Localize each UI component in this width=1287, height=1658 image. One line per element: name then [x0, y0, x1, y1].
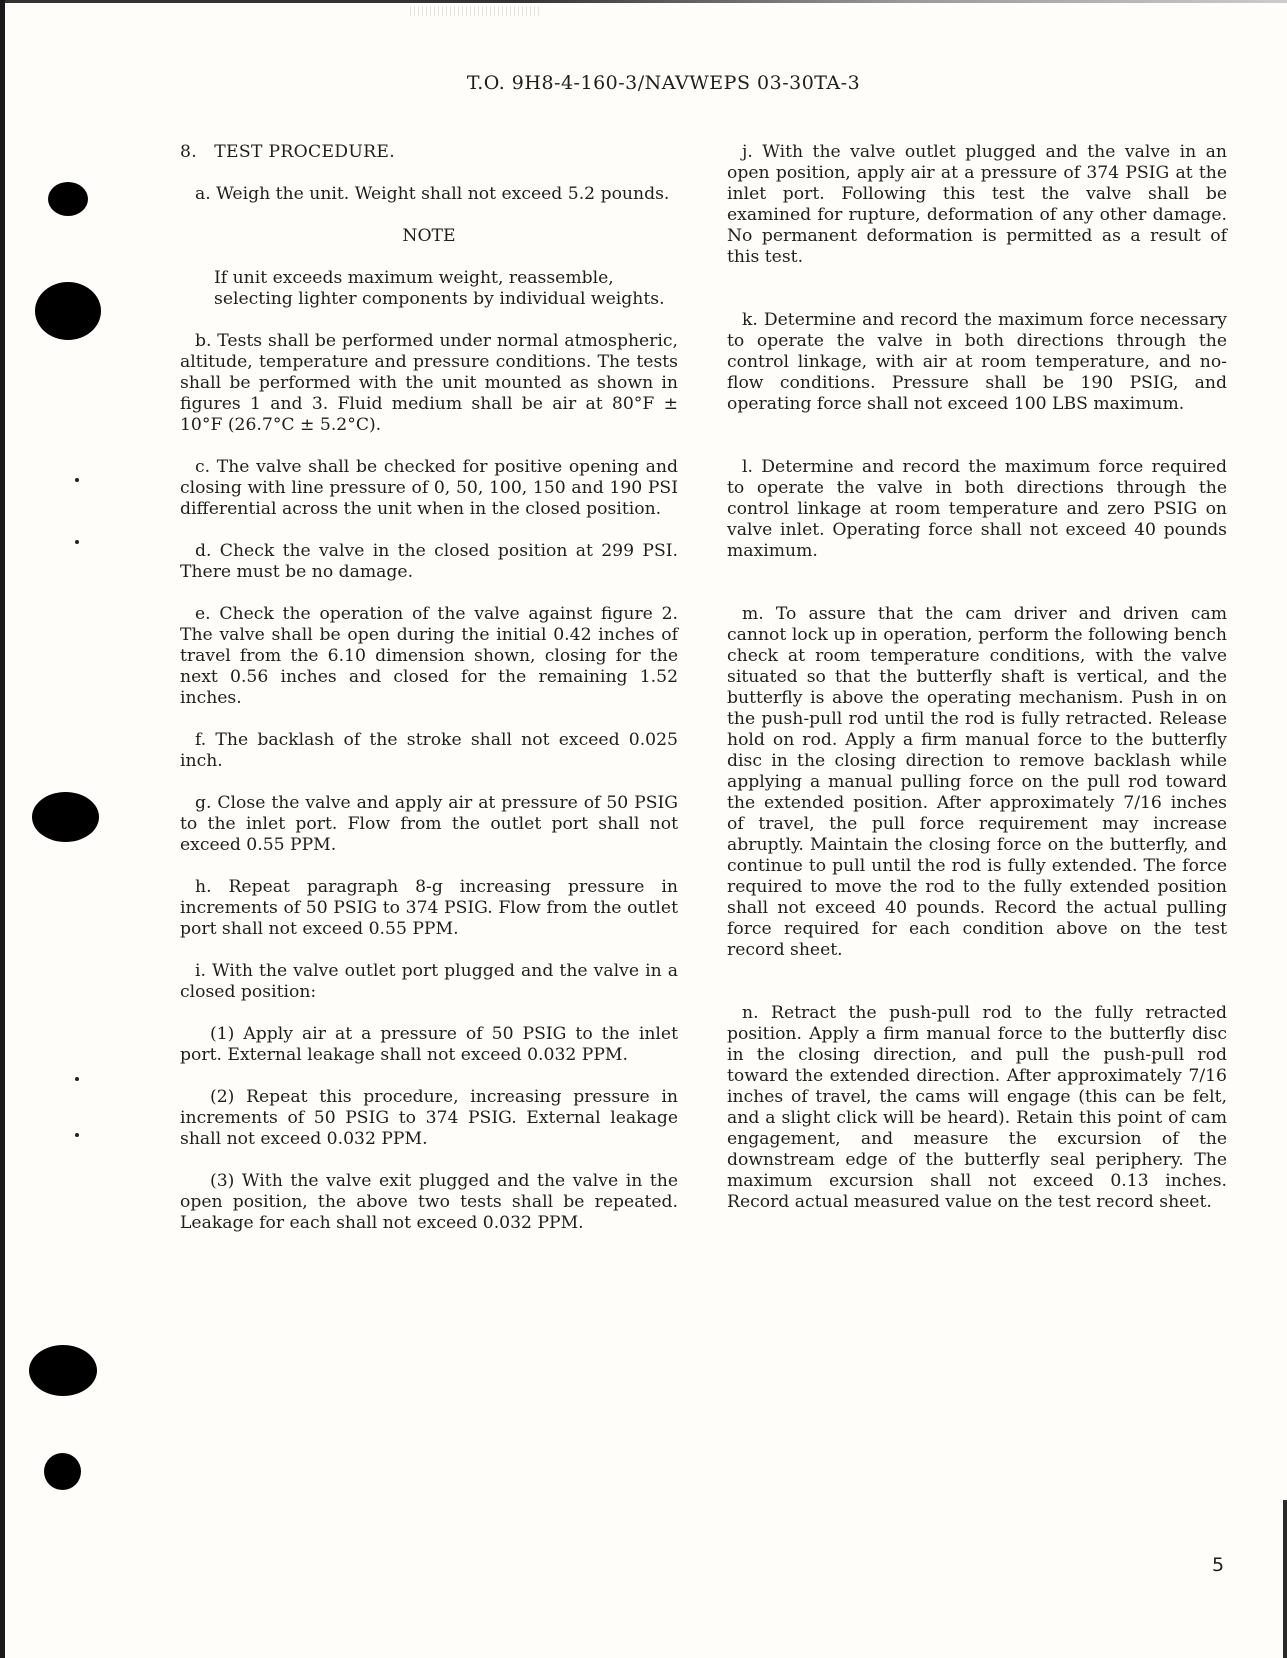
page-mark-dot — [75, 1133, 79, 1137]
scan-top-edge — [0, 0, 1287, 3]
page-mark-dot — [75, 540, 79, 544]
binder-hole — [29, 1345, 97, 1396]
step-f: f. The backlash of the stroke shall not exceed 0.025 inch. — [180, 730, 678, 771]
step-m: m. To assure that the cam driver and driven cam cannot lock up in operation, perform the following bench check at room temperature conditions, with the valve situated so that the butterfly shaft is vertical, and the butterfly is above the operating mechanism. Push in on the push-pull rod until the rod is fully retracted. Release hold on rod. Apply a firm manual force to the butterfly disc in the closing direction to remove backlash while applying a manual pulling force on the pull rod toward the extended position. After approximately 7/16 inches of travel, the pull force requirement may increase abruptly. Maintain the closing force on the butterfly, and continue to pull until the rod is fully extended. The force required to move the rod to the fully extended position shall not exceed 40 pounds. Record the actual pulling force required for each condition above on the test record sheet. — [727, 604, 1227, 960]
page-mark-dot — [75, 478, 79, 482]
step-a: a. Weigh the unit. Weight shall not exceed 5.2 pounds. — [195, 184, 670, 204]
step-i-2: (2) Repeat this procedure, increasing pressure in increments of 50 PSIG to 374 PSIG. External leakage shall not exceed 0.032 PPM. — [180, 1087, 678, 1149]
section-title: 8. TEST PROCEDURE. — [180, 142, 396, 162]
step-d: d. Check the valve in the closed position at 299 PSI. There must be no damage. — [180, 541, 678, 582]
left-column — [180, 142, 678, 1234]
right-column — [727, 142, 1227, 1213]
scan-artifact — [410, 6, 540, 16]
step-k: k. Determine and record the maximum force necessary to operate the valve in both directions through the control linkage, with air at room temperature, and no-flow conditions. Pressure shall be 190 PSIG, and operating force shall not exceed 100 LBS maximum. — [727, 310, 1227, 414]
step-n: n. Retract the push-pull rod to the fully retracted position. Apply a firm manual force to the butterfly disc in the closing direction, and pull the push-pull rod toward the extended direction. After approximately 7/16 inches of travel, the cams will engage (this can be felt, and a slight click will be heard). Retain this point of cam engagement, and measure the excursion of the downstream edge of the butterfly seal periphery. The maximum excursion shall not exceed 0.13 inches. Record actual measured value on the test record sheet. — [727, 1003, 1227, 1212]
binder-hole — [35, 282, 101, 340]
binder-hole — [44, 1453, 81, 1490]
binder-hole — [32, 792, 99, 842]
step-i: i. With the valve outlet port plugged and the valve in a closed position: — [180, 961, 678, 1002]
page-number: 5 — [1212, 1554, 1225, 1576]
binder-hole — [48, 182, 88, 216]
note-body: If unit exceeds maximum weight, reassemble, selecting lighter components by individual weights. — [214, 268, 665, 309]
step-b: b. Tests shall be performed under normal atmospheric, altitude, temperature and pressure conditions. The tests shall be performed with the unit mounted as shown in figures 1 and 3. Fluid medium shall be air at 80°F ± 10°F (26.7°C ± 5.2°C). — [180, 331, 678, 435]
step-e: e. Check the operation of the valve against figure 2. The valve shall be open during the initial 0.42 inches of travel from the 6.10 dimension shown, closing for the next 0.56 inches and closed for the remaining 1.52 inches. — [180, 604, 678, 708]
step-j: j. With the valve outlet plugged and the valve in an open position, apply air at a pressure of 374 PSIG at the inlet port. Following this test the valve shall be examined for rupture, deformation of any other damage. No permanent deformation is permitted as a result of this test. — [727, 142, 1227, 267]
step-c: c. The valve shall be checked for positive opening and closing with line pressure of 0, 50, 100, 150 and 190 PSI differential across the unit when in the closed position. — [180, 457, 678, 519]
step-i-3: (3) With the valve exit plugged and the valve in the open position, the above two tests shall be repeated. Leakage for each shall not exceed 0.032 PPM. — [180, 1171, 678, 1233]
step-i-1: (1) Apply air at a pressure of 50 PSIG to the inlet port. External leakage shall not exceed 0.032 PPM. — [180, 1024, 678, 1065]
note-title: NOTE — [402, 226, 456, 246]
step-g: g. Close the valve and apply air at pressure of 50 PSIG to the inlet port. Flow from the outlet port shall not exceed 0.55 PPM. — [180, 793, 678, 855]
document-number-header: T.O. 9H8-4-160-3/NAVWEPS 03-30TA-3 — [466, 72, 861, 94]
page-mark-dot — [75, 1077, 79, 1081]
step-l: l. Determine and record the maximum force required to operate the valve in both directions through the control linkage at room temperature and zero PSIG on valve inlet. Operating force shall not exceed 40 pounds maximum. — [727, 457, 1227, 561]
scan-left-edge — [0, 0, 5, 1658]
step-h: h. Repeat paragraph 8-g increasing pressure in increments of 50 PSIG to 374 PSIG. Flow from the outlet port shall not exceed 0.55 PPM. — [180, 877, 678, 939]
scan-right-edge — [1283, 1500, 1287, 1658]
